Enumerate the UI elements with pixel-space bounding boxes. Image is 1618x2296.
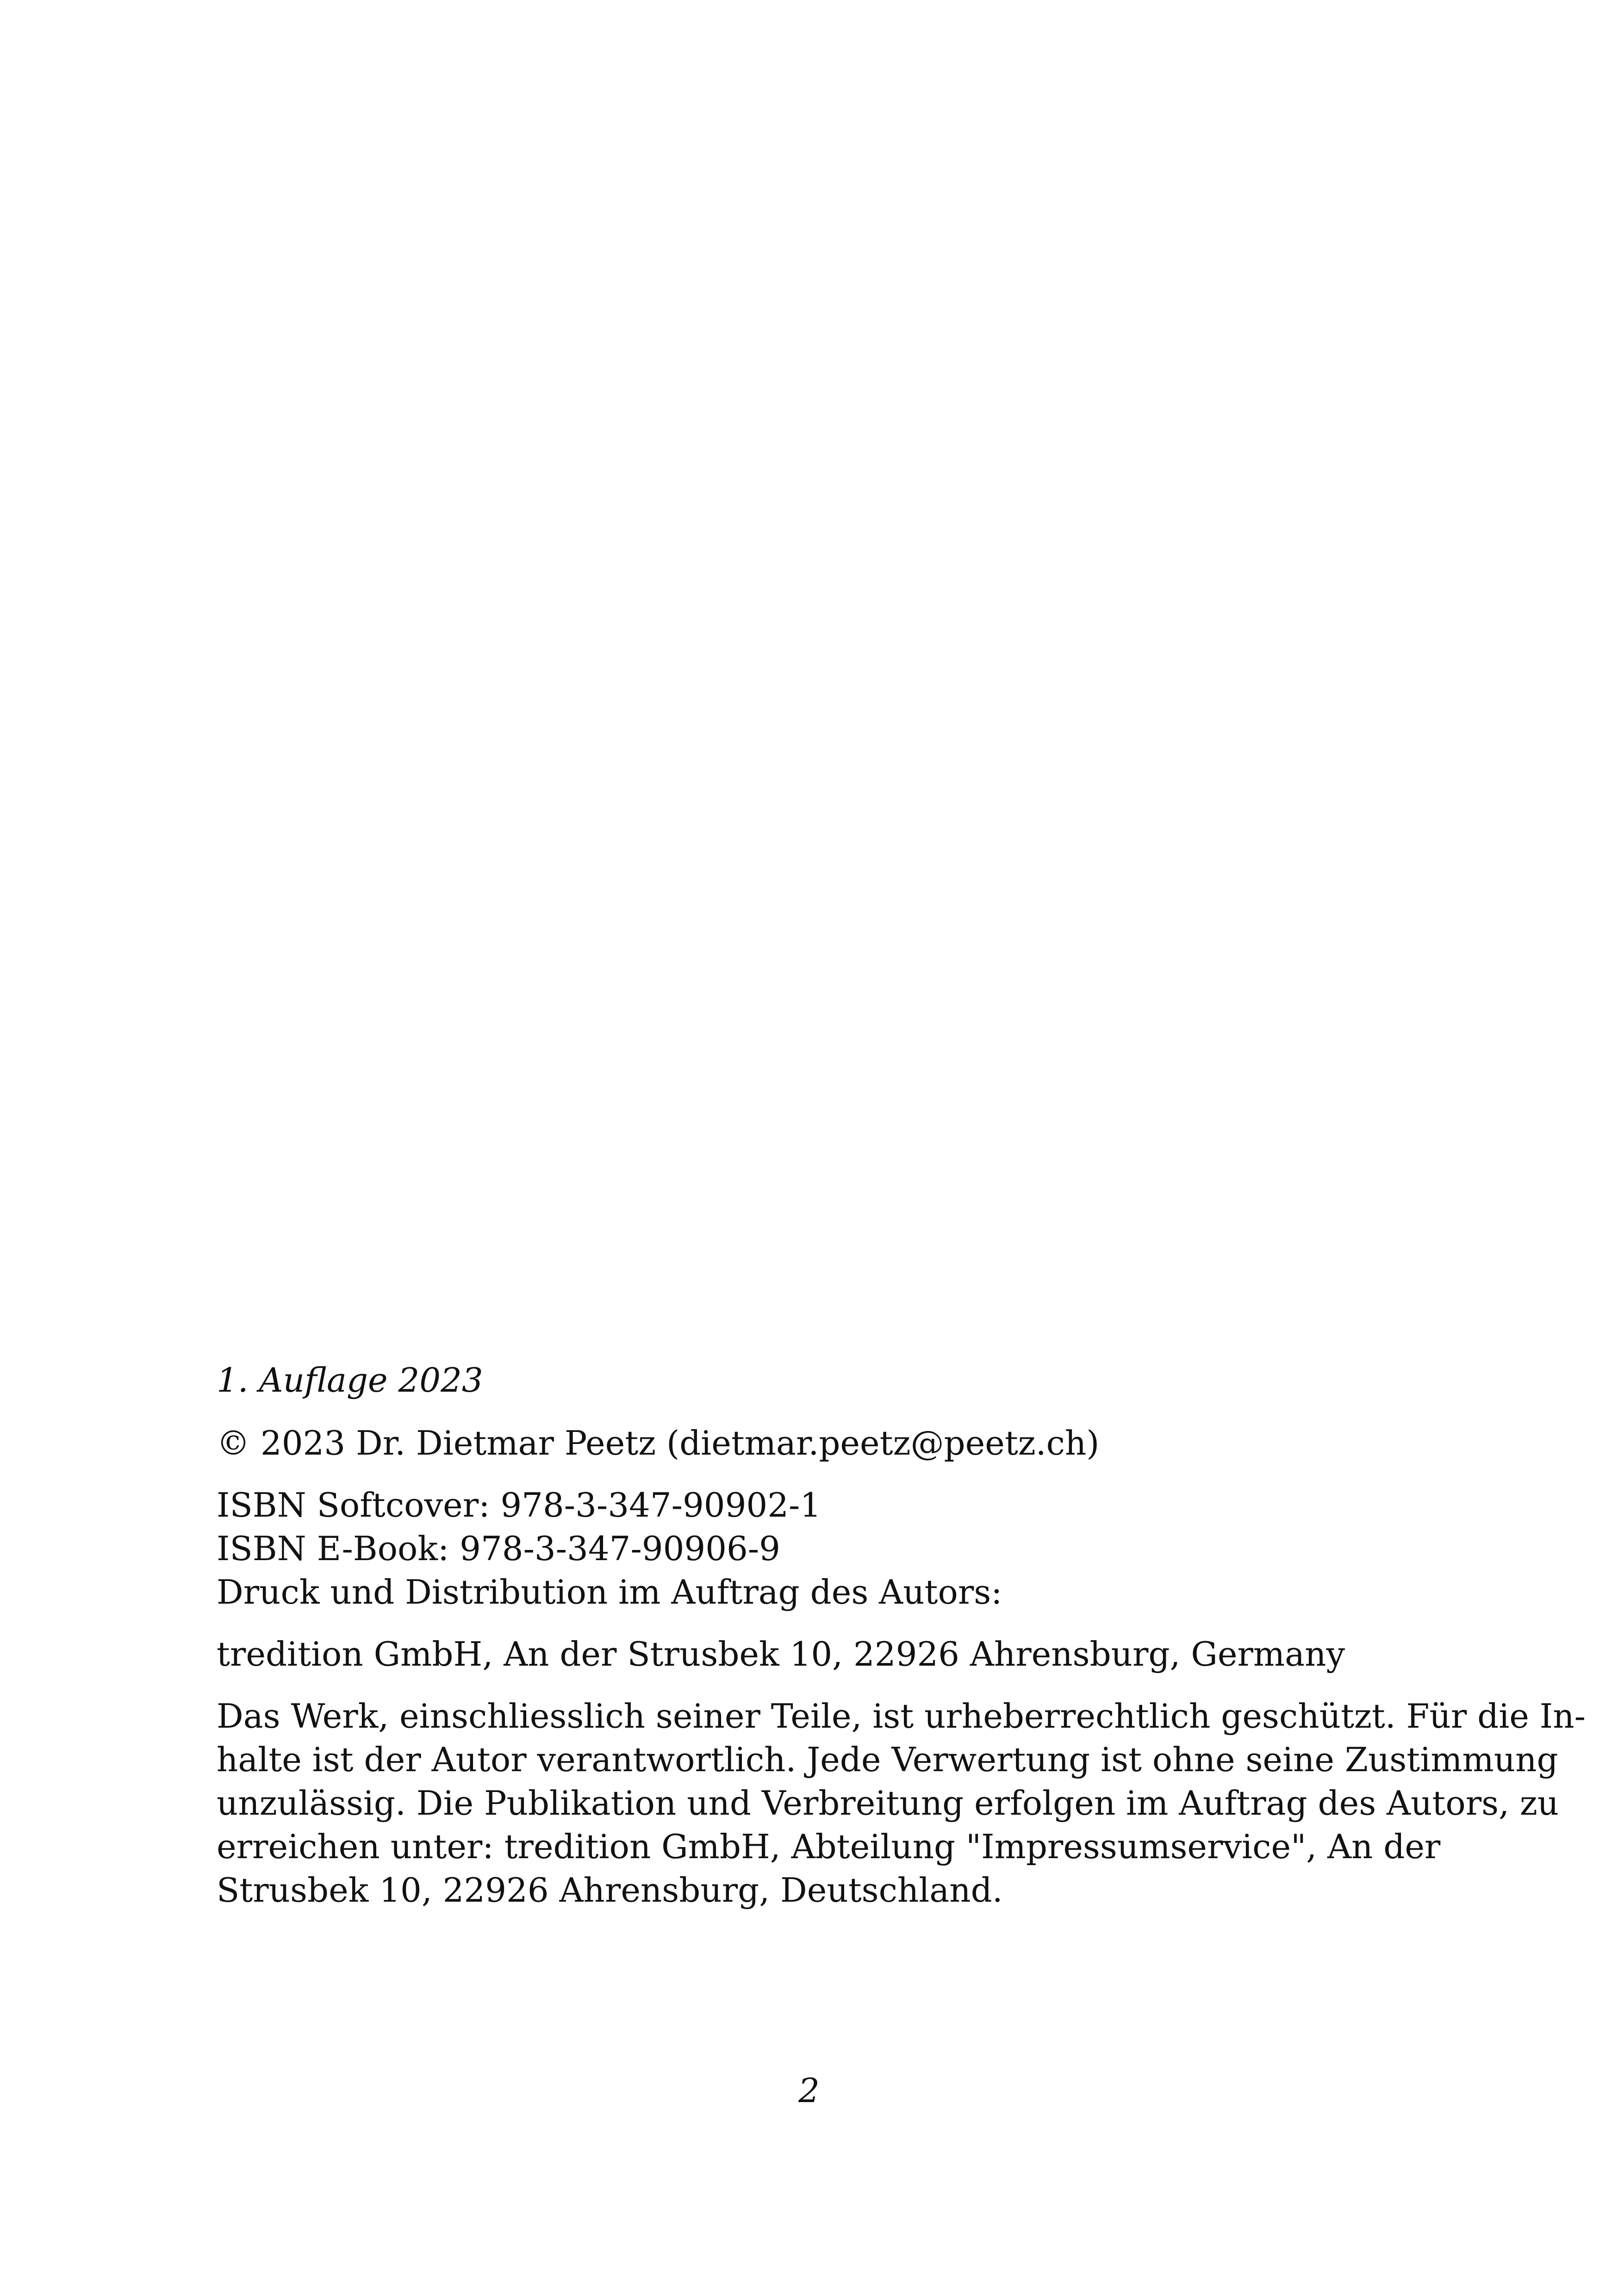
- rights-line: halte ist der Autor verantwortlich. Jede Verwertung ist ohne seine Zustimmung: [217, 1740, 1558, 1779]
- publisher-line: tredition GmbH, An der Strusbek 10, 22926 Ahrensburg, Germany: [217, 1635, 1345, 1674]
- copyright-line: © 2023 Dr. Dietmar Peetz (dietmar.peetz@peetz.ch): [217, 1424, 1100, 1462]
- isbn-softcover: ISBN Softcover: 978-3-347-90902-1: [217, 1486, 821, 1524]
- distribution-line: Druck und Distribution im Auftrag des Autors:: [217, 1573, 1002, 1612]
- isbn-ebook: ISBN E-Book: 978-3-347-90906-9: [217, 1529, 780, 1568]
- rights-line: Strusbek 10, 22926 Ahrensburg, Deutschland.: [217, 1871, 1003, 1910]
- page-number: 2: [798, 2071, 820, 2110]
- imprint-block: [217, 1358, 1586, 1912]
- rights-line: erreichen unter: tredition GmbH, Abteilung "Impressumservice", An der: [217, 1827, 1441, 1866]
- edition-line: 1. Auflage 2023: [217, 1361, 483, 1400]
- rights-notice: [217, 1694, 1586, 1912]
- rights-line: unzulässig. Die Publikation und Verbreitung erfolgen im Auftrag des Autors, zu: [217, 1784, 1559, 1823]
- rights-line: Das Werk, einschliesslich seiner Teile, ist urheberrechtlich geschützt. Für die In-: [217, 1697, 1586, 1736]
- isbn-group: [217, 1483, 1466, 1614]
